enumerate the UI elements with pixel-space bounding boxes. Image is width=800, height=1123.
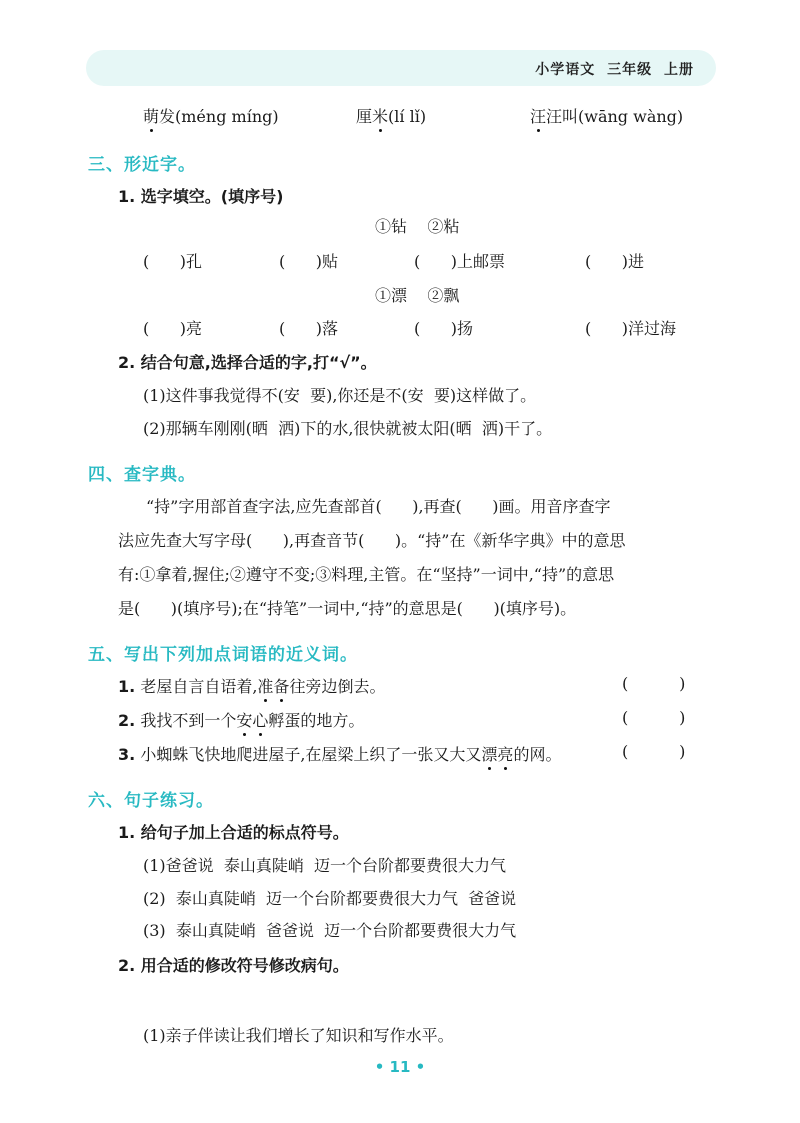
pinyin-text: 汪叫(wāng wàng) — [546, 107, 684, 126]
sec6-question-2: 2. 用合适的修改符号修改病句。 — [118, 956, 349, 975]
sec6-question-1: 1. 给句子加上合适的标点符号。 — [118, 823, 349, 842]
synonym-item-3 — [118, 742, 561, 765]
dotted-char: 萌 — [143, 107, 160, 126]
item-text: 老屋自言自语着, — [140, 677, 258, 696]
choice-sentence-1: (1)这件事我觉得不(安 要),你还是不(安 要)这样做了。 — [143, 386, 537, 405]
pinyin-text: 发(méng míng) — [159, 107, 279, 126]
fill-blank[interactable]: ( )孔 — [143, 252, 203, 271]
pinyin-word-1 — [143, 104, 279, 127]
item-number: 3. — [118, 745, 136, 764]
answer-blank[interactable]: ( ) — [622, 708, 686, 727]
sec3-question-2: 2. 结合句意,选择合适的字,打“√”。 — [118, 353, 377, 372]
item-text: 小蜘蛛飞快地爬进屋子,在屋梁上织了一张又大又 — [140, 745, 482, 764]
options-2: ①漂 ②飘 — [375, 286, 460, 305]
fill-blank[interactable]: ( )落 — [279, 319, 339, 338]
section-5-title: 五、写出下列加点词语的近义词。 — [88, 645, 358, 665]
punctuation-sentence-1: (1)爸爸说 泰山真陡峭 迈一个台阶都要费很大力气 — [143, 856, 507, 875]
fill-blank[interactable]: ( )洋过海 — [585, 319, 677, 338]
fill-blank[interactable]: ( )扬 — [414, 319, 474, 338]
dotted-char: 汪 — [530, 107, 547, 126]
fill-blank[interactable]: ( )上邮票 — [414, 252, 506, 271]
item-text: 我找不到一个 — [140, 711, 237, 730]
pinyin-text: (lí lǐ) — [388, 107, 427, 126]
answer-blank[interactable]: ( ) — [622, 742, 686, 761]
dotted-char: 漂 — [481, 745, 498, 764]
item-number: 2. — [118, 711, 136, 730]
dotted-char: 心 — [252, 711, 269, 730]
fill-blank[interactable]: ( )亮 — [143, 319, 203, 338]
options-1: ①钻 ②粘 — [375, 217, 460, 236]
page-number: • 11 • — [374, 1058, 426, 1076]
item-text: 的网。 — [513, 745, 562, 764]
pinyin-word-3 — [530, 104, 683, 127]
error-sentence-1: (1)亲子伴读让我们增长了知识和写作水平。 — [143, 1026, 454, 1045]
dotted-char: 亮 — [497, 745, 514, 764]
answer-blank[interactable]: ( ) — [622, 674, 686, 693]
fill-blank[interactable]: ( )进 — [585, 252, 645, 271]
sec3-question-1: 1. 选字填空。(填序号) — [118, 187, 284, 206]
punctuation-sentence-3: (3) 泰山真陡峭 爸爸说 迈一个台阶都要费很大力气 — [143, 921, 517, 940]
char: 厘 — [356, 107, 373, 126]
section-4-title: 四、查字典。 — [88, 465, 196, 485]
dictionary-paragraph-line: 有:①拿着,握住;②遵守不变;③料理,主管。在“坚持”一词中,“持”的意思 — [118, 565, 615, 584]
section-6-title: 六、句子练习。 — [88, 791, 214, 811]
dotted-char: 备 — [273, 677, 290, 696]
item-text: 孵蛋的地方。 — [268, 711, 365, 730]
dictionary-paragraph-line: 是( )(填序号);在“持笔”一词中,“持”的意思是( )(填序号)。 — [118, 599, 577, 618]
header-banner — [86, 50, 716, 86]
item-number: 1. — [118, 677, 136, 696]
dotted-char: 米 — [372, 107, 389, 126]
pinyin-word-2 — [356, 104, 426, 127]
section-3-title: 三、形近字。 — [88, 155, 196, 175]
book-label: 小学语文 三年级 上册 — [535, 62, 694, 78]
item-text: 往旁边倒去。 — [289, 677, 386, 696]
dotted-char: 安 — [236, 711, 253, 730]
punctuation-sentence-2: (2) 泰山真陡峭 迈一个台阶都要费很大力气 爸爸说 — [143, 889, 517, 908]
fill-blank[interactable]: ( )贴 — [279, 252, 339, 271]
dictionary-paragraph-line: “持”字用部首查字法,应先查部首( ),再查( )画。用音序查字 — [146, 497, 611, 516]
synonym-item-1 — [118, 674, 385, 697]
choice-sentence-2: (2)那辆车刚刚(晒 洒)下的水,很快就被太阳(晒 洒)干了。 — [143, 419, 553, 438]
dictionary-paragraph-line: 法应先查大写字母( ),再查音节( )。“持”在《新华字典》中的意思 — [118, 531, 626, 550]
synonym-item-2 — [118, 708, 364, 731]
dotted-char: 准 — [257, 677, 274, 696]
